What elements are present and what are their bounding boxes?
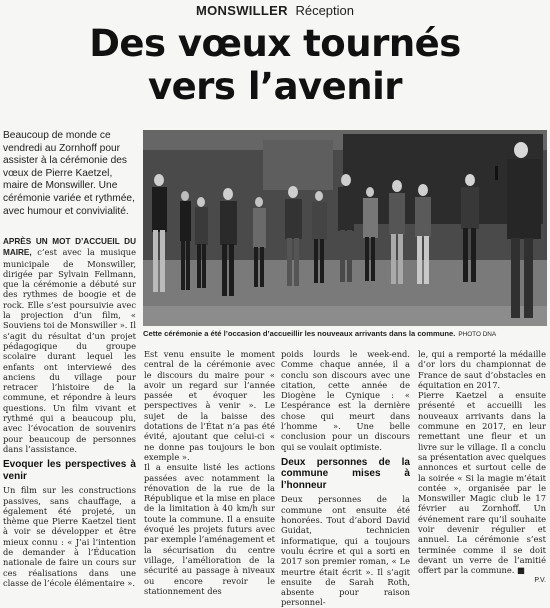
headline-line2: vers l’avenir [147, 65, 403, 108]
article-paragraph: Un film sur les constructions passives, sans chauffage, a également été projeté, un thème que Pierre Kaetzel tient à voir se développer et être mieux connu : « J’ai l’intention de demander à l’Éducation nationale de faire un cours sur ces réalisations dans une classe de l’école élémentaire ». [3, 485, 136, 588]
news-photo [143, 130, 547, 326]
article-column-3 [281, 349, 410, 608]
article-paragraph [418, 390, 546, 575]
end-mark: ■ [517, 565, 525, 576]
article-column-2 [144, 349, 275, 596]
photo-credit: PHOTO DNA [458, 331, 497, 338]
article-column-4 [418, 349, 546, 586]
headline [0, 22, 550, 108]
article-paragraph: Est venu ensuite le moment central de la cérémonie avec le discours du maire pour « avoir un regard sur l’année passée et évoquer les perspectives à venir ». Le sujet de la baisse des dotations de l’État n’a pas été évité, ajoutant que celui-ci « ne donne pas toujours le bon exemple ». [144, 349, 275, 462]
article-paragraph [3, 236, 136, 454]
author-signature: P.V. [534, 576, 546, 584]
headline-line1: Des vœux tournés [89, 22, 461, 65]
location-label: MONSWILLER [196, 3, 288, 18]
paragraph-text: Pierre Kaetzel a ensuite présenté et accueilli les nouveaux arrivants dans la commune en 2017, en leur remettant une fleur et un livre sur le village. Il a conclu sa présentation avec quelques annonces et surtout celle de la soirée « Si la magie m’était contée », organisée par le Monswiller Magic club le 17 février au Zornhoff. Un événement rare qu’il souhaite voir devenir régulier et annuel. La cérémonie s’est terminée comme il se doit devant un verre de l’amitié offert par la commune. [418, 390, 546, 576]
article-paragraph: Deux personnes de la commune ont ensuite été honorées. Tout d’abord David Guidat, technicien informatique, qui a toujours voulu écrire et qui a sorti en 2017 son premier roman, « Le meurtre était écrit ». Il s’agit ensuite de Sarah Roth, absente pour raison personnel- [281, 494, 410, 608]
intro-paragraph: Beaucoup de monde ce vendredi au Zornhoff pour assister à la cérémonie des vœux de Pierre Kaetzel, maire de Monswiller. Une cérémonie variée et rythmée, avec humour et convivialité. [3, 130, 135, 217]
article-paragraph: Il a ensuite listé les actions passées avec notamment la rénovation de la rue de la République et la mise en place de la limitation à 40 km/h sur toute la commune. Il a ensuite évoqué les projets futurs avec par exemple l’aménagement et la sécurisation du centre village, l’amélioration de la sécurité au passage à niveaux ou encore revoir le stationnement des [144, 462, 275, 596]
photo-caption [143, 329, 547, 340]
article-paragraph: poids lourds le week-end. Comme chaque année, il a conclu son discours avec une citation, cette année de Diogène le Cynique : « L’espérance est la dernière chose qui meurt dans l’homme ». Une belle conclusion pour un discours qui se voulait optimiste. [281, 349, 410, 452]
article-lead: APRÈS UN MOT D’ACCUEIL DU MAIRE, [3, 237, 136, 258]
caption-text: Cette cérémonie a été l’occasion d’accueillir les nouveaux arrivants dans la commune. [143, 329, 456, 338]
article-column-1 [3, 236, 136, 588]
subheading-honneur: Deux personnes de la commune mises à l’honneur [281, 456, 410, 491]
rubric-label: Réception [295, 3, 354, 18]
section-header [0, 3, 550, 18]
subheading-perspectives: Evoquer les perspectives à venir [3, 459, 136, 482]
article-paragraph: le, qui a remporté la médaille d’or lors du championnat de France de saut d’obstacles en équitation en 2017. [418, 349, 546, 390]
paragraph-text: c’est avec la musique municipale de Monswiller, dirigée par Sylvain Fellmann, que la cérémonie a débuté sur des rythmes de boogie et de rock. Elle s’est poursuivie avec la projection d’un film, « Souviens toi de Monswiller ». Il s’agit du résultat d’un projet pédagogique du groupe scolaire durant lequel les enfants ont interviewé des anciens du village pour retracer l’histoire de la commune, et répondre à leurs questions. Un film vivant et rythmé qui a beaucoup plu, avec l’évocation de souvenirs pour beaucoup de personnes dans l’assistance. [3, 247, 137, 454]
